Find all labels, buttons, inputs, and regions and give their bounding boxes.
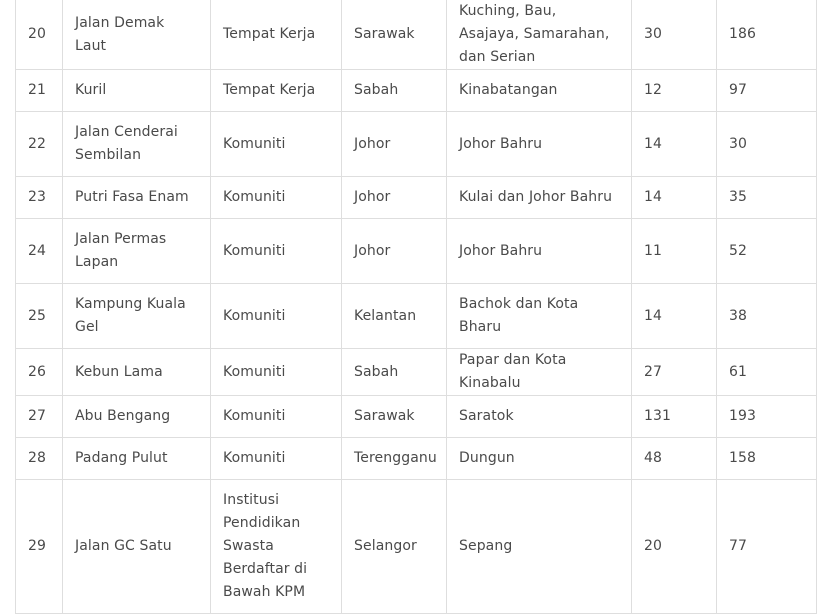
cell-state: Sarawak — [342, 0, 447, 70]
cell-category: Komuniti — [211, 349, 342, 396]
cell-category: Komuniti — [211, 112, 342, 177]
table-row — [16, 349, 817, 396]
table-row — [16, 284, 817, 349]
cell-cases-a: 20 — [632, 480, 717, 614]
table-row — [16, 177, 817, 219]
cell-no: 21 — [16, 70, 63, 112]
cell-cases-a: 30 — [632, 0, 717, 70]
cell-district: Bachok dan Kota Bharu — [447, 284, 632, 349]
table-row — [16, 219, 817, 284]
cell-state: Johor — [342, 112, 447, 177]
cell-category: Tempat Kerja — [211, 0, 342, 70]
cell-no: 23 — [16, 177, 63, 219]
cell-cases-a: 48 — [632, 438, 717, 480]
table-row — [16, 0, 817, 70]
cell-district: Sepang — [447, 480, 632, 614]
cell-state: Selangor — [342, 480, 447, 614]
cell-cases-b: 30 — [717, 112, 817, 177]
cell-no: 25 — [16, 284, 63, 349]
cell-cluster-name: Kampung Kuala Gel — [63, 284, 211, 349]
cell-cases-b: 61 — [717, 349, 817, 396]
cell-cases-b: 52 — [717, 219, 817, 284]
cell-category: Komuniti — [211, 438, 342, 480]
cell-category: Komuniti — [211, 284, 342, 349]
cell-cluster-name: Jalan GC Satu — [63, 480, 211, 614]
cell-cases-b: 38 — [717, 284, 817, 349]
cell-cluster-name: Jalan Permas Lapan — [63, 219, 211, 284]
table-row — [16, 112, 817, 177]
cell-cluster-name: Abu Bengang — [63, 396, 211, 438]
table-row — [16, 396, 817, 438]
cell-district: Kinabatangan — [447, 70, 632, 112]
cell-district: Dungun — [447, 438, 632, 480]
table-row — [16, 480, 817, 614]
cell-cluster-name: Jalan Demak Laut — [63, 0, 211, 70]
cell-cases-b: 35 — [717, 177, 817, 219]
cell-no: 26 — [16, 349, 63, 396]
cell-district: Saratok — [447, 396, 632, 438]
cell-state: Kelantan — [342, 284, 447, 349]
cell-no: 27 — [16, 396, 63, 438]
cell-cluster-name: Padang Pulut — [63, 438, 211, 480]
cell-category: Komuniti — [211, 219, 342, 284]
cell-cases-b: 193 — [717, 396, 817, 438]
cell-cases-b: 97 — [717, 70, 817, 112]
cell-cluster-name: Putri Fasa Enam — [63, 177, 211, 219]
cell-district: Papar dan Kota Kinabalu — [447, 349, 632, 396]
cell-cluster-name: Kebun Lama — [63, 349, 211, 396]
cluster-table-container — [15, 0, 816, 614]
cell-district: Kulai dan Johor Bahru — [447, 177, 632, 219]
cluster-table — [15, 0, 817, 614]
cell-cases-a: 131 — [632, 396, 717, 438]
cell-state: Johor — [342, 177, 447, 219]
cell-district: Kuching, Bau, Asajaya, Samarahan, dan Serian — [447, 0, 632, 70]
cell-state: Johor — [342, 219, 447, 284]
cell-district: Johor Bahru — [447, 219, 632, 284]
cell-state: Terengganu — [342, 438, 447, 480]
cell-category: Institusi Pendidikan Swasta Berdaftar di Bawah KPM — [211, 480, 342, 614]
cell-cases-b: 158 — [717, 438, 817, 480]
cell-cluster-name: Kuril — [63, 70, 211, 112]
table-row — [16, 70, 817, 112]
cell-cases-a: 11 — [632, 219, 717, 284]
cell-cases-a: 14 — [632, 284, 717, 349]
cell-no: 28 — [16, 438, 63, 480]
cell-cases-b: 186 — [717, 0, 817, 70]
cell-category: Tempat Kerja — [211, 70, 342, 112]
cell-category: Komuniti — [211, 177, 342, 219]
cell-no: 20 — [16, 0, 63, 70]
cell-cases-a: 12 — [632, 70, 717, 112]
cell-cluster-name: Jalan Cenderai Sembilan — [63, 112, 211, 177]
cell-category: Komuniti — [211, 396, 342, 438]
cell-state: Sabah — [342, 70, 447, 112]
cell-cases-a: 14 — [632, 177, 717, 219]
cell-cases-a: 27 — [632, 349, 717, 396]
cell-district: Johor Bahru — [447, 112, 632, 177]
cell-cases-b: 77 — [717, 480, 817, 614]
cell-state: Sabah — [342, 349, 447, 396]
cell-no: 22 — [16, 112, 63, 177]
cell-no: 24 — [16, 219, 63, 284]
cell-cases-a: 14 — [632, 112, 717, 177]
table-row — [16, 438, 817, 480]
cell-state: Sarawak — [342, 396, 447, 438]
cell-no: 29 — [16, 480, 63, 614]
